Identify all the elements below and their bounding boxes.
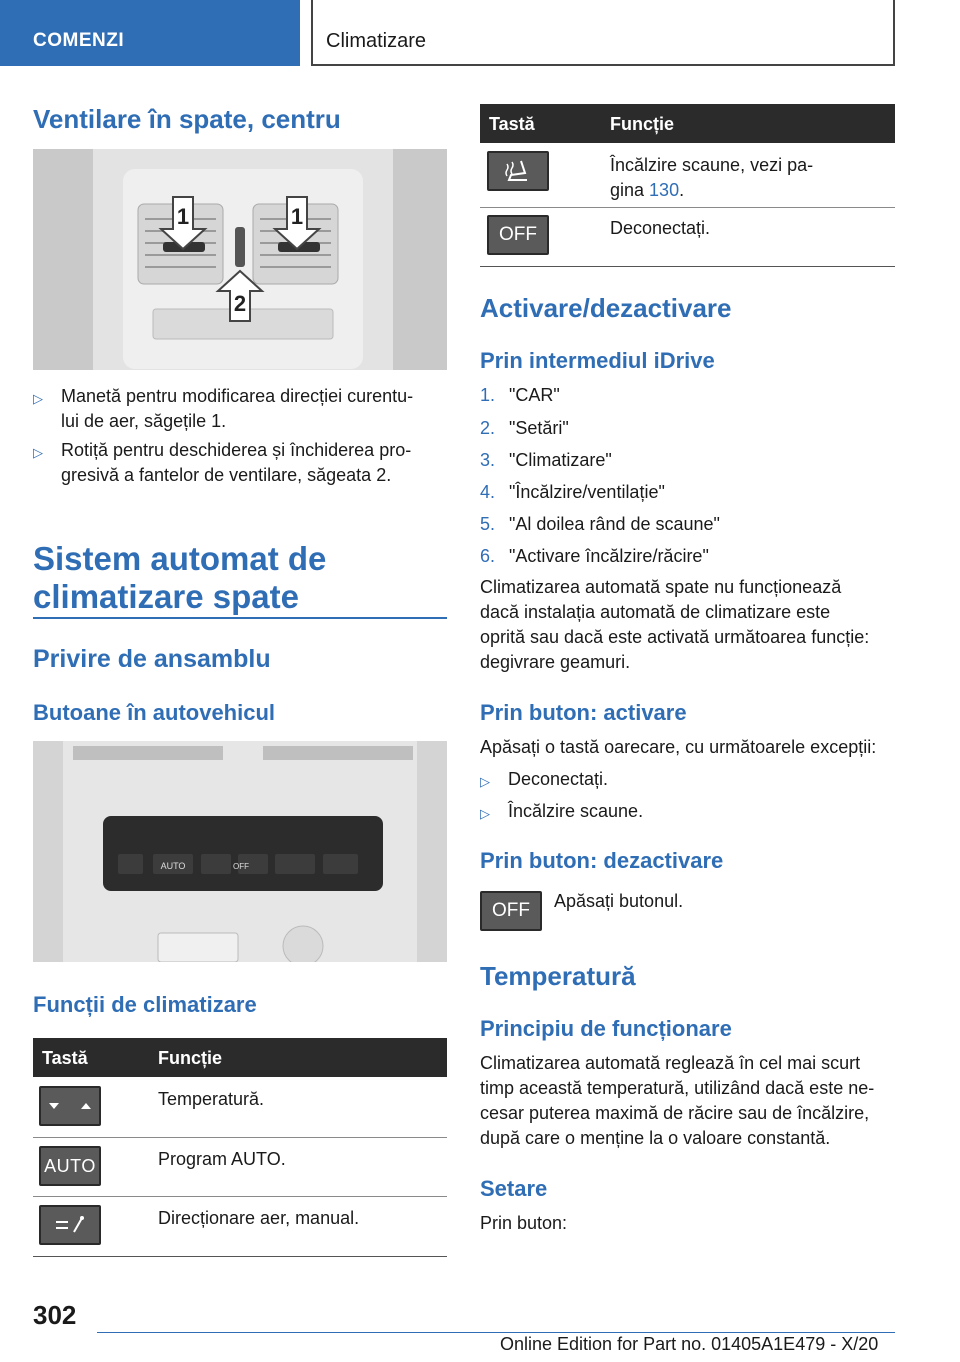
- temperature-key: [39, 1086, 101, 1126]
- section-title: COMENZI: [33, 30, 125, 51]
- col-key: Tastă: [42, 1048, 88, 1068]
- off-icon: OFF: [492, 900, 530, 921]
- heading-setting: Setare: [480, 1176, 548, 1201]
- heading-idrive: Prin intermediul iDrive: [480, 348, 715, 373]
- seat-heating-key: [487, 151, 549, 191]
- col-function: Funcție: [610, 114, 675, 134]
- table-bottom-rule: [480, 266, 895, 267]
- heading-temperature: Temperatură: [480, 961, 636, 991]
- paragraph: Climatizarea automată spate nu funcționează dacă instalația automată de climatizare este oprită sau dacă este activată următoarea funcție: degivrare geamuri.: [480, 577, 870, 672]
- cell-function: Program AUTO.: [158, 1149, 286, 1169]
- cell-function: Direcționare aer, manual.: [158, 1208, 360, 1228]
- seat-heating-icon: [501, 158, 535, 184]
- arrows-down-up-icon: [45, 1096, 95, 1116]
- triangle-bullet-icon: ▷: [480, 774, 490, 789]
- table-header: [33, 1038, 447, 1077]
- bullet-line: lui de aer, săgețile 1.: [61, 411, 227, 431]
- auto-key: [39, 1146, 101, 1186]
- cell-function: [610, 153, 813, 203]
- table-bottom-rule: [33, 1256, 447, 1257]
- paragraph: Apăsați o tastă oarecare, cu următoarele excepții:: [480, 737, 877, 757]
- page-number: 302: [33, 1300, 77, 1330]
- off-key: [487, 215, 549, 255]
- off-key: [480, 891, 542, 931]
- heading-overview: Privire de ansamblu: [33, 645, 271, 673]
- paragraph: Prin buton:: [480, 1213, 568, 1233]
- airflow-icon: [52, 1214, 88, 1236]
- paragraph: Apăsați butonul.: [554, 891, 684, 911]
- cell-line: gina 130.: [610, 180, 685, 200]
- page-link[interactable]: 130: [649, 180, 680, 200]
- rear-vent-photo: [33, 149, 447, 370]
- edition-note: Online Edition for Part no. 01405A1E479 - X/20: [500, 1334, 879, 1354]
- bullet-item: ▷ Deconectați.: [480, 767, 608, 792]
- heading-principle: Principiu de funcționare: [480, 1016, 732, 1041]
- row-divider: [33, 1137, 447, 1138]
- col-key: Tastă: [489, 114, 535, 134]
- off-icon: OFF: [499, 224, 537, 245]
- section-tab: [0, 0, 300, 66]
- col-function: Funcție: [158, 1048, 223, 1068]
- bullet-item: [33, 384, 447, 434]
- heading-button-deactivate: Prin buton: dezactivare: [480, 848, 724, 873]
- heading-climate-functions: Funcții de climatizare: [33, 992, 257, 1017]
- auto-icon: AUTO: [44, 1155, 96, 1176]
- cell-line: Încălzire scaune, vezi pa-: [610, 155, 814, 175]
- control-panel-photo: [33, 741, 447, 962]
- bullet-line: gresivă a fantelor de ventilare, săgeata 2.: [61, 465, 392, 485]
- heading-buttons: Butoane în autovehicul: [33, 700, 276, 725]
- heading-rear-ventilation: Ventilare în spate, centru: [33, 104, 341, 134]
- bullet-line: Rotiță pentru deschiderea și închiderea pro-: [61, 440, 412, 460]
- panel-auto-label: AUTO: [160, 861, 186, 871]
- chapter-title: Climatizare: [326, 30, 427, 52]
- heading-button-activate: Prin buton: activare: [480, 700, 687, 725]
- bullet-line: Manetă pentru modificarea direcției curentu-: [61, 386, 414, 406]
- cell-function: Temperatură.: [158, 1089, 265, 1109]
- row-divider: [33, 1196, 447, 1197]
- footer-rule: [97, 1332, 895, 1333]
- triangle-bullet-icon: ▷: [33, 445, 43, 460]
- heading-auto-climate: [33, 540, 326, 616]
- heading-rule: [33, 617, 447, 619]
- row-divider: [480, 207, 895, 208]
- arrow-label-1b: 1: [290, 204, 304, 229]
- arrow-label-2: 2: [233, 291, 247, 316]
- paragraph: Climatizarea automată reglează în cel mai scurt timp această temperatură, utilizând dacă este ne- cesar puterea maximă de răcire sau de încălzire, după care o menține la o valoare constantă.: [480, 1053, 875, 1148]
- cell-function: Deconectați.: [610, 218, 711, 238]
- table-header: [480, 104, 895, 143]
- chapter-tab: [311, 0, 895, 66]
- heading-line: climatizare spate: [33, 578, 299, 615]
- triangle-bullet-icon: ▷: [33, 391, 43, 406]
- heading-line: Sistem automat de: [33, 540, 327, 577]
- bullet-item: [33, 438, 447, 488]
- airflow-key: [39, 1205, 101, 1245]
- panel-off-label: OFF: [233, 862, 249, 871]
- bullet-item: ▷ Încălzire scaune.: [480, 799, 643, 824]
- heading-activation: Activare/dezactivare: [480, 293, 732, 323]
- triangle-bullet-icon: ▷: [480, 806, 490, 821]
- arrow-label-1a: 1: [176, 204, 190, 229]
